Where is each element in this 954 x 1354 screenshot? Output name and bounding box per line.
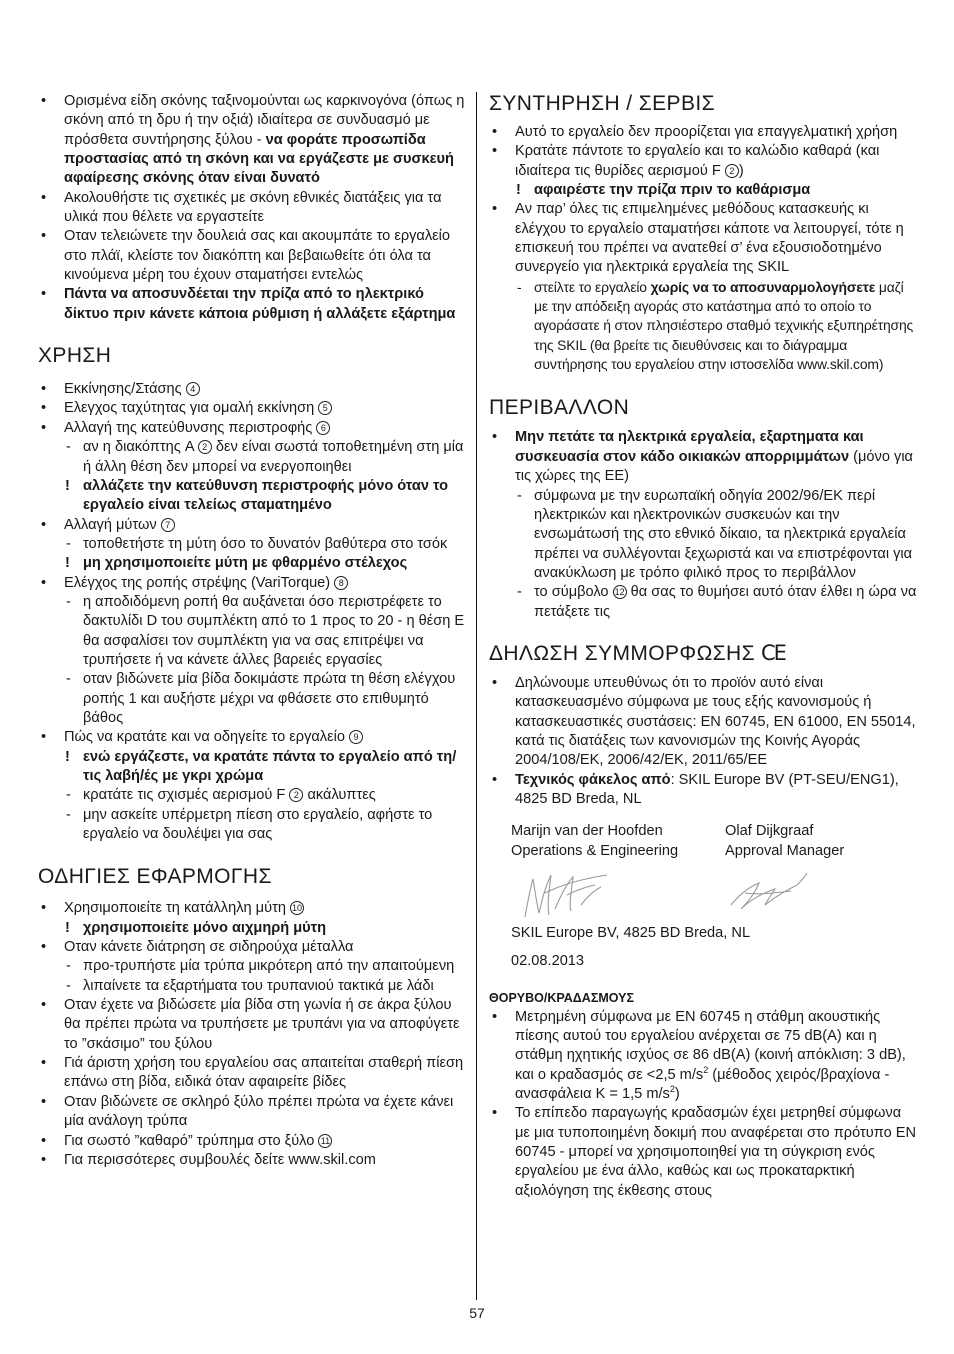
text-run: Μετρημένη σύμφωνα με EN 60745 η στάθμη ακουστικής πίεσης αυτού του εργαλείου ανέρχεται σε 75 dB(A) και η στάθμη ηχητικής ισχύος σε 86 dB(A) (κοινή απόκλιση: 3 dB), και ο κραδασμός σε <2,5 m/s bbox=[515, 1008, 906, 1083]
list-item bbox=[489, 1104, 919, 1201]
text-run: Πάντα να αποσυνδέεται την πρίζα από το ηλεκτρικό δίκτυο πριν κάνετε κάποια ρύθμιση ή αλλάξετε εξάρτημα bbox=[64, 286, 456, 322]
sub-item bbox=[489, 487, 919, 584]
text-run: λιπαίνετε τα εξαρτήματα του τρυπανιού τακτικά με λάδι bbox=[83, 977, 434, 994]
list-item bbox=[489, 674, 919, 771]
service-list bbox=[489, 123, 919, 374]
list-item bbox=[38, 285, 465, 324]
text-run: Oταν κάνετε διάτρηση σε σιδηρούχα μέταλλα bbox=[64, 939, 354, 956]
text-run: θα σας το θυμήσει αυτό όταν έλθει η ώρα να πετάξετε τις bbox=[534, 584, 917, 620]
declaration-date: 02.08.2013 bbox=[511, 953, 585, 970]
usage-list bbox=[38, 380, 465, 844]
text-run: Μην πετάτε τα ηλεκτρικά εργαλεία, εξαρτηματα και συσκευασία στον κάδο οικιακών απορριμμάτων bbox=[515, 429, 864, 465]
application-list bbox=[38, 899, 465, 1170]
warning-item bbox=[38, 919, 465, 938]
text-run: Oταν τελειώνετε την δουλειά σας και ακουμπάτε το εργαλείο στο πλάϊ, κλείστε τον διακόπτη και βεβαιωθείτε ότι όλα τα κινούμενα μέρη του έχουν σταματήσει εντελώς bbox=[64, 228, 451, 284]
company-address: SKIL Europe BV, 4825 BD Breda, NL bbox=[511, 925, 751, 941]
text-run: μαζί με την απόδειξη αγοράς στο κατάστημα από το οποίο το αγοράσατε ή στον πλησιέστερο σταθμό τεχνικής εξυπηρέτησης της SKIL (θα βρείτε τις διευθύνσεις και το διάγραμμα συντήρησης του εργαλείου στην ιστοσελίδα www.skil.com) bbox=[534, 278, 914, 373]
text-run: : SKIL Europe BV (PT-SEU/ENG1), 4825 BD Breda, NL bbox=[515, 771, 899, 807]
section-heading-noise: ΘΟΡΥΒΟ/ΚΡΑΔΑΣΜΟΥΣ bbox=[489, 990, 634, 1005]
list-item bbox=[489, 200, 919, 277]
signatory-1 bbox=[511, 822, 725, 861]
superscript: 2 bbox=[669, 1084, 675, 1095]
text-run: ακάλυπτες bbox=[303, 787, 376, 804]
environment-list bbox=[489, 428, 919, 621]
figure-reference-icon: 11 bbox=[318, 1134, 332, 1148]
text-run: μη χρησιμοποιείτε μύτη με φθαρμένο στέλεχος bbox=[83, 555, 408, 572]
signature-1 bbox=[511, 865, 715, 929]
text-run: Δηλώνουμε υπευθύνως ότι το προϊόν αυτό είναι κατασκευασμένο σύμφωνα με τους εξής κανονισμούς ή κατασκευαστικές συστάσεις: EN 60745, EN 61000, EN 55014, κατά τις διατάξεις των κανονισμών της Κοινής Αγοράς 2004/108/ΕΚ, 2006/42/ΕΚ, 2011/65/ΕΕ bbox=[515, 674, 916, 769]
text-run: Oταν βιδώνετε σε σκληρό ξύλο πρέπει πρώτα να έχετε κάνει μία ανάλογη τρύπα bbox=[64, 1093, 454, 1130]
list-item bbox=[489, 142, 919, 181]
noise-list bbox=[489, 1008, 919, 1201]
text-run: η αποδιδόμενη ροπή θα αυξάνεται όσο περιστρέφετε το δακτυλίδι D του συμπλέκτη από το 1 προς το 20 - η θέση E θα ασφαλίσει τον συμπλέκτη για να σας επιτρέψει να τρυπήσετε ή να κάνετε άλλες βαρειές εργασίες bbox=[83, 593, 465, 668]
signatories bbox=[489, 822, 919, 861]
list-item bbox=[38, 1151, 465, 1170]
list-item bbox=[38, 1132, 465, 1151]
list-item bbox=[38, 92, 465, 189]
figure-reference-icon: 8 bbox=[334, 576, 348, 590]
list-item bbox=[38, 996, 465, 1054]
ce-mark-icon: CE bbox=[761, 640, 785, 665]
list-item bbox=[38, 574, 465, 593]
signatory-name: Olaf Dijkgraaf bbox=[725, 823, 814, 840]
figure-reference-icon: 2 bbox=[198, 440, 212, 454]
left-column bbox=[38, 92, 465, 1170]
text-run: προ-τρυπήστε μία τρύπα μικρότερη από την απαιτούμενη bbox=[83, 958, 455, 975]
text-run: Γιά άριστη χρήση του εργαλείου σας απαιτείται σταθερή πίεση επάνω στη βίδα, ειδικά όταν αφαιρείτε βίδες bbox=[64, 1055, 464, 1091]
signatory-name: Marijn van der Hoofden bbox=[511, 823, 663, 840]
figure-reference-icon: 2 bbox=[289, 788, 303, 802]
text-run: Kρατάτε πάντοτε το εργαλείο και το καλώδιο καθαρά (και ιδιαίτερα τις θυρίδες αερισμού F bbox=[515, 143, 880, 179]
text-run: Aν παρ’ όλες τις επιμελημένες μεθόδους κατασκευής κι ελέγχου το εργαλείο σταματήσει κάποτε να λειτουργεί, τότε η επισκευή του πρέπει να ανατεθεί σ’ ένα εξουσιοδοτημένο συνεργείο για ηλεκτρικά εργαλεία της SKIL bbox=[515, 201, 904, 276]
list-item bbox=[38, 516, 465, 535]
text-run: αφαιρέστε την πρίζα πριν το καθάρισμα bbox=[534, 182, 811, 199]
text-run: ) bbox=[738, 162, 744, 179]
figure-reference-icon: 12 bbox=[614, 587, 625, 598]
signature-images bbox=[489, 865, 919, 929]
figure-reference-icon: 6 bbox=[316, 421, 330, 435]
text-run: Ορισμένα είδη σκόνης ταξινομούνται ως καρκινογόνα (όπως η σκόνη από τη δρυ ή την οξιά) ιδιαίτερα σε συνδυασμό με πρόσθετα συντήρησης ξύλου - bbox=[64, 93, 465, 148]
list-item bbox=[489, 428, 919, 486]
text-run: Χρησιμοποιείτε τη κατάλληλη μύτη bbox=[64, 900, 291, 917]
text-run: Τεχνικός φάκελος από bbox=[515, 771, 671, 788]
text-run: χρησιμοποιείτε μόνο αιχμηρή μύτη bbox=[83, 919, 327, 936]
text-run: αλλάζετε την κατεύθυνση περιστροφής μόνο όταν το εργαλείο είναι τελείως σταματημένο bbox=[83, 477, 449, 514]
text-run: ενώ εργάζεστε, να κρατάτε πάντα το εργαλείο από τη/τις λαβή/ές με γκρι χρώμα bbox=[83, 748, 457, 784]
text-run: Ελεγχος ταχύτητας για ομαλή εκκίνηση bbox=[64, 400, 319, 417]
text-run: χωρίς να το αποσυναρμολογήσετε bbox=[650, 278, 876, 295]
text-run: κρατάτε τις σχισμές αερισμού F bbox=[83, 787, 290, 804]
text-run: Για περισσότερες συμβουλές δείτε www.skil.com bbox=[64, 1151, 376, 1168]
text-run: ) bbox=[674, 1086, 680, 1103]
list-item bbox=[38, 1093, 465, 1132]
figure-reference-icon: 5 bbox=[318, 401, 332, 415]
text-run: (μόνο για τις χώρες της ΕΕ) bbox=[515, 448, 913, 485]
text-run: σύμφωνα με την ευρωπαϊκή οδηγία 2002/96/ΕΚ περί ηλεκτρικών και ηλεκτρονικών συσκευών και την ενσωμάτωσή της στο εθνικό δίκαιο, τα ηλεκτρικά εργαλεία πρέπει να συλλέγονται ξεχωριστά και να επιστρέφονται για ανακύκλωση με τρόπο φιλικό προς το περιβάλλον bbox=[534, 487, 913, 581]
section-heading-usage: ΧΡΗΣΗ bbox=[38, 344, 112, 368]
text-run: δεν είναι σωστά τοποθετημένη στη μία ή άλλη θέση δεν μπορεί να ενεργοποιηθει bbox=[83, 439, 464, 475]
list-item bbox=[38, 380, 465, 399]
declaration-list bbox=[489, 674, 919, 809]
text-run: στείλτε το εργαλείο bbox=[534, 278, 651, 295]
figure-reference-icon: 7 bbox=[161, 518, 175, 532]
right-column bbox=[489, 92, 919, 1201]
text-run: Το επίπεδο παραγωγής κραδασμών έχει μετρηθεί σύμφωνα με μια τυποποιημένη δοκιμή που αναφέρεται στο πρότυπο EN 60745 - μπορεί να χρησιμοποιηθεί για τη σύγκριση ενός εργαλείου με ένα άλλο, καθώς και ως προκαταρκτική αξιολόγηση της έκθεσης στους bbox=[515, 1105, 917, 1199]
text-run: αν η διακόπτης A bbox=[83, 439, 198, 456]
warning-item bbox=[489, 181, 919, 200]
text-run: (μέθοδος χειρός/βραχίονα - ανασφάλεια K = 1,5 m/s bbox=[515, 1066, 890, 1103]
text-run: το σύμβολο bbox=[534, 584, 613, 601]
page-number: 57 bbox=[469, 1305, 485, 1321]
list-item bbox=[38, 899, 465, 918]
sub-item bbox=[38, 593, 465, 670]
signature-2 bbox=[715, 865, 919, 929]
sub-item bbox=[38, 670, 465, 728]
signatory-2 bbox=[725, 822, 844, 861]
sub-item bbox=[489, 278, 919, 375]
list-item bbox=[38, 1054, 465, 1093]
sub-item bbox=[489, 583, 919, 622]
list-item bbox=[489, 1008, 919, 1105]
text-run: τοποθετήστε τη μύτη όσο το δυνατόν βαθύτερα στο τσόκ bbox=[83, 535, 448, 552]
list-item bbox=[38, 728, 465, 747]
text-run: οταν βιδώνετε μία βίδα δοκιμάστε πρώτα τη θέση ελέγχου ροπής 1 και αυξήστε μέχρι να φθάσετε στο επιθυμητό βάθος bbox=[83, 671, 456, 726]
sub-item bbox=[38, 786, 465, 805]
sub-item bbox=[38, 806, 465, 845]
section-heading-declaration bbox=[489, 641, 919, 666]
text-run: Ελέγχος της ροπής στρέψης (VariTorque) bbox=[64, 574, 335, 591]
section-heading-application: ΟΔΗΓΙΕΣ ΕΦΑΡΜΟΓΗΣ bbox=[38, 865, 272, 889]
list-item bbox=[38, 227, 465, 285]
signatory-role: Approval Manager bbox=[725, 842, 845, 859]
list-item bbox=[489, 771, 919, 810]
figure-reference-icon: 10 bbox=[292, 903, 303, 914]
text-run: Πώς να κρατάτε και να οδηγείτε το εργαλείο bbox=[64, 729, 350, 746]
text-run: Αλλαγή μύτων bbox=[64, 516, 161, 533]
text-run: Ακολουθήστε τις σχετικές με σκόνη εθνικές διατάξεις για τα υλικά που θέλετε να εργαστείτε bbox=[64, 189, 442, 226]
column-divider bbox=[476, 92, 477, 1300]
text-run: Εκκίνησης/Στάσης bbox=[64, 381, 186, 398]
list-item bbox=[38, 938, 465, 957]
list-item bbox=[489, 123, 919, 142]
section-heading-environment: ΠΕΡΙΒΑΛΛΟΝ bbox=[489, 396, 630, 420]
safety-list bbox=[38, 92, 465, 324]
text-run: μην ασκείτε υπέρμετρη πίεση στο εργαλείο, αφήστε το εργαλείο να δουλέψει για σας bbox=[83, 806, 433, 843]
sub-item bbox=[38, 438, 465, 477]
text-run: Oταν έχετε να βιδώσετε μία βίδα στη γωνία ή σε άκρα ξύλου θα πρέπει πρώτα να τρυπήσετε με τρυπάνι για να αποφύγετε το ”σκάσιμο” του ξύλου bbox=[64, 997, 460, 1052]
text-run: Αλλαγή της κατεύθυνσης περιστροφής bbox=[64, 419, 317, 436]
list-item bbox=[38, 399, 465, 418]
sub-item bbox=[38, 535, 465, 554]
section-heading-service: ΣΥΝΤΗΡΗΣΗ / ΣΕΡΒΙΣ bbox=[489, 92, 715, 115]
sub-item bbox=[38, 957, 465, 976]
signatory-role: Operations & Engineering bbox=[511, 842, 679, 859]
warning-item bbox=[38, 554, 465, 573]
figure-reference-icon: 9 bbox=[349, 730, 363, 744]
figure-reference-icon: 4 bbox=[186, 382, 200, 396]
text-run: Αυτό το εργαλείο δεν προορίζεται για επαγγελματική χρήση bbox=[515, 124, 898, 140]
declaration-heading-text: ΔΗΛΩΣΗ ΣΥΜΜΟΡΦΩΣΗΣ bbox=[489, 641, 755, 665]
text-run: να φοράτε προσωπίδα προστασίας από τη σκόνη και να εργάζεστε με συσκευή αφαίρεσης σκόνης όταν είναι δυνατό bbox=[64, 131, 454, 187]
warning-item bbox=[38, 748, 465, 787]
list-item bbox=[38, 189, 465, 228]
warning-item bbox=[38, 477, 465, 516]
sub-item bbox=[38, 977, 465, 996]
figure-reference-icon: 2 bbox=[725, 164, 739, 178]
list-item bbox=[38, 419, 465, 438]
superscript: 2 bbox=[703, 1064, 709, 1075]
text-run: Για σωστό ”καθαρό” τρύπημα στο ξύλο bbox=[64, 1132, 319, 1149]
